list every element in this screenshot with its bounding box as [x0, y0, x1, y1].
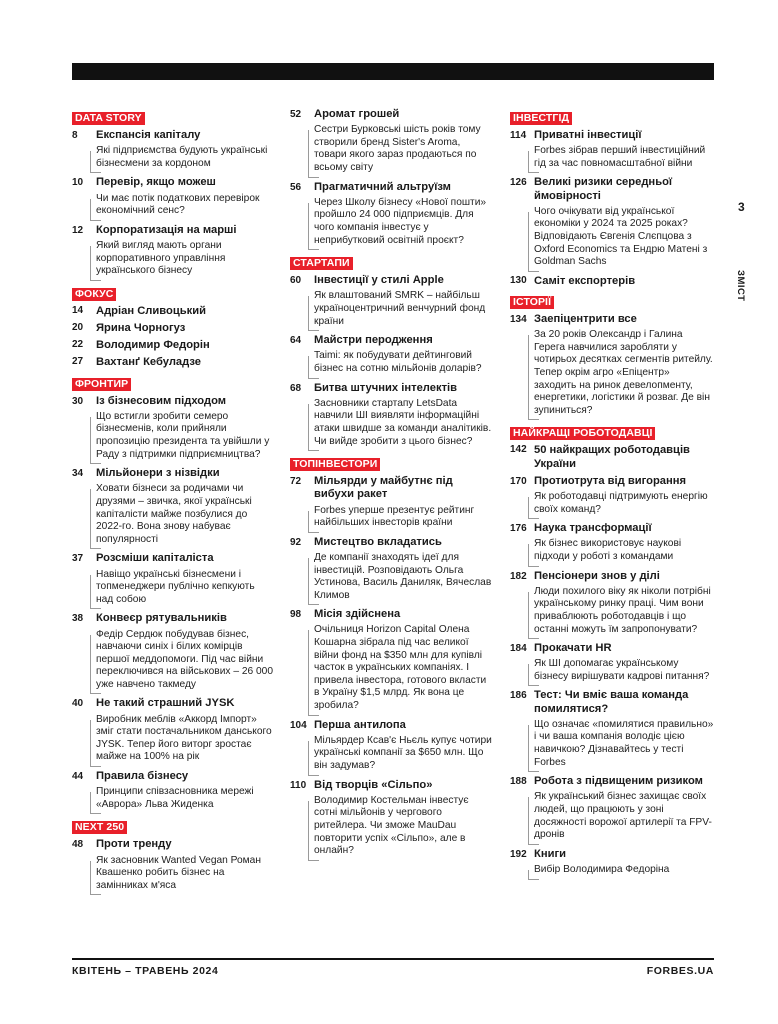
- entry-page: 10: [72, 177, 84, 189]
- entry-desc: Як засновник Wanted Vegan Роман Квашенко робить бізнес на замінниках м'яса: [96, 854, 261, 891]
- entry-desc: Ховати бізнеси за родичами чи друзями – звичка, якої українські капіталісти майже позбулися до 2022-го. Вона знову набуває популярності: [96, 483, 252, 545]
- section-wrap: [72, 817, 274, 838]
- entry-page: 68: [290, 382, 302, 394]
- entry-page: 142: [510, 444, 527, 456]
- entry-head: [290, 608, 494, 621]
- entry-title: Прагматичний альтруїзм: [314, 180, 451, 193]
- toc-entry[interactable]: [72, 129, 274, 170]
- section-wrap: [72, 374, 274, 395]
- entry-head: [290, 779, 494, 792]
- entry-desc-wrap: [314, 735, 494, 773]
- entry-desc-wrap: [534, 145, 714, 170]
- entry-title: Перша антилопа: [314, 718, 406, 731]
- entry-desc-wrap: [534, 791, 714, 841]
- entry-desc-wrap: [96, 483, 274, 546]
- toc-entry[interactable]: [72, 176, 274, 217]
- entry-head: [510, 522, 714, 535]
- entry-desc: Як роботодавці підтримують енергію своїх команд?: [534, 490, 708, 515]
- entry-head: [510, 475, 714, 488]
- entry-title: Від творців «Сільпо»: [314, 778, 433, 791]
- entry-desc: Forbes зібрав перший інвестиційний гід за час повномасштабної війни: [534, 145, 706, 169]
- entry-page: 188: [510, 776, 527, 788]
- entry-desc: Як ШІ допомагає українському бізнесу вирішувати кадрові питання?: [534, 658, 710, 682]
- entry-desc-wrap: [96, 411, 274, 461]
- entry-head: [510, 848, 714, 861]
- toc-entry[interactable]: [72, 305, 274, 318]
- entry-desc: Чи має потік податкових перевірок економічний сенс?: [96, 192, 260, 217]
- entry-desc: За 20 років Олександр і Галина Герега навчилися заробляти у чотирьох десятках сегментів ритейлу. Тепер окрім агро «Епіцентр» заходить на ринок девелопменту, енергетики, логістики й розваг. Де він зупиниться?: [534, 329, 713, 416]
- section-label: ФОКУС: [72, 288, 116, 301]
- entry-desc-wrap: [96, 786, 274, 811]
- entry-head: [510, 176, 714, 202]
- toc-entry[interactable]: [510, 848, 714, 877]
- entry-page: 182: [510, 570, 527, 582]
- entry-title: Протиотрута від вигорання: [534, 474, 687, 487]
- entry-head: [290, 536, 494, 549]
- entry-title: Перевір, якщо можеш: [96, 176, 216, 189]
- entry-desc: Виробник меблів «Аккорд Імпорт» зміг стати постачальником данського JYSK. Тепер його виторг зростає майже на 100% на рік: [96, 713, 272, 763]
- entry-desc: Мільярдер Ксав'є Ньєль купує чотири українські компанії за $650 млн. Що він задумав?: [314, 734, 492, 772]
- entry-desc: Очільниця Horizon Capital Олена Кошарна зібрала під час великої війни фонд на $350 млн для купівлі часток в українських компаніях. І привела інвестора, готового вкласти в Україну $1,5 млрд. Як вона це зробила?: [314, 624, 487, 712]
- section-wrap: [510, 423, 714, 444]
- entry-head: [72, 697, 274, 710]
- entry-page: 20: [72, 321, 84, 333]
- toc-entry[interactable]: [510, 129, 714, 170]
- entry-title: Мистецтво вкладатись: [314, 535, 442, 548]
- toc-entry[interactable]: [510, 475, 714, 516]
- entry-title: 50 найкращих роботодавців України: [534, 444, 690, 470]
- toc-entry[interactable]: [510, 570, 714, 637]
- entry-desc: Володимир Костельман інвестує сотні мільйонів у чергового ритейлера. Чи зможе MauDau повторити успіх «Сільпо», але в онлайн?: [314, 794, 469, 857]
- entry-page: 14: [72, 304, 84, 316]
- entry-page: 92: [290, 536, 302, 548]
- entry-title: Правила бізнесу: [96, 770, 189, 783]
- toc-entry[interactable]: [290, 334, 494, 375]
- entry-title: Місія здійснена: [314, 608, 401, 621]
- entry-desc-wrap: [96, 855, 274, 893]
- toc-entry[interactable]: [72, 838, 274, 892]
- entry-page: 40: [72, 698, 84, 710]
- entry-title: Ярина Чорногуз: [96, 321, 186, 334]
- entry-page: 184: [510, 643, 527, 655]
- entry-page: 64: [290, 335, 302, 347]
- entry-title: Експансія капіталу: [96, 129, 201, 141]
- entry-head: [290, 334, 494, 347]
- entry-page: 192: [510, 848, 527, 860]
- entry-desc-wrap: [96, 240, 274, 278]
- entry-page: 12: [72, 224, 84, 236]
- toc-entry[interactable]: [72, 697, 274, 764]
- entry-head: [510, 642, 714, 655]
- entry-head: [72, 467, 274, 480]
- toc-entry[interactable]: [290, 475, 494, 530]
- toc-entry[interactable]: [510, 642, 714, 683]
- toc-entry[interactable]: [72, 356, 274, 369]
- entry-title: Прокачати HR: [534, 642, 612, 655]
- toc-entry[interactable]: [510, 444, 714, 470]
- entry-desc: Засновники стартапу LetsData навчили ШІ виявляти інформаційні атаки швидше за команди аналітиків. Чи вийде зробити з цього бізнес?: [314, 397, 492, 447]
- entry-title: Мільйонери з нізвідки: [96, 467, 220, 480]
- entry-title: Книги: [534, 847, 567, 860]
- toc-entry[interactable]: [290, 719, 494, 773]
- entry-head: [72, 838, 274, 851]
- entry-page: 176: [510, 523, 527, 535]
- toc-entry[interactable]: [510, 689, 714, 769]
- entry-desc-wrap: [314, 505, 494, 530]
- toc-column-2: [290, 108, 494, 864]
- page-number: 3: [738, 200, 745, 214]
- toc-entry[interactable]: [510, 775, 714, 842]
- entry-desc-wrap: [96, 629, 274, 692]
- entry-title: Майстри перодження: [314, 334, 433, 347]
- entry-desc-wrap: [534, 586, 714, 636]
- section-wrap: [290, 454, 494, 475]
- entry-title: Проти тренду: [96, 838, 172, 851]
- toc-entry[interactable]: [510, 522, 714, 563]
- entry-desc: Який вигляд мають органи корпоративного управління українського бізнесу: [96, 239, 226, 277]
- entry-head: [72, 224, 274, 237]
- entry-page: 44: [72, 771, 84, 783]
- entry-desc: Через Школу бізнесу «Нової пошти» пройшло 24 000 підприємців. Для чого компанія інвестує у неприбутковий освітній проєкт?: [314, 196, 487, 246]
- entry-title: Корпоратизація на марші: [96, 223, 237, 236]
- entry-title: Із бізнесовим підходом: [96, 394, 227, 407]
- toc-entry[interactable]: [72, 339, 274, 352]
- entry-title: Битва штучних інтелектів: [314, 381, 458, 394]
- toc-entry[interactable]: [290, 274, 494, 328]
- entry-page: 72: [290, 476, 302, 488]
- entry-desc: Forbes уперше презентує рейтинг найбільших інвесторів країни: [314, 504, 475, 529]
- entry-desc-wrap: [314, 350, 494, 375]
- entry-desc-wrap: [314, 197, 494, 247]
- toc-entry[interactable]: [72, 552, 274, 606]
- entry-desc: Як український бізнес захищає своїх людей, що працюють у зоні досяжності ворожої артилерії та FPV-дронів: [534, 791, 712, 841]
- entry-head: [72, 612, 274, 625]
- entry-head: [290, 181, 494, 194]
- entry-page: 56: [290, 181, 302, 193]
- entry-page: 38: [72, 613, 84, 625]
- entry-desc: Принципи співзасновника мережі «Аврора» Льва Жиденка: [96, 786, 254, 810]
- entry-head: [510, 689, 714, 715]
- entry-page: 34: [72, 468, 84, 480]
- entry-head: [72, 176, 274, 189]
- issue-date: КВІТЕНЬ – ТРАВЕНЬ 2024: [72, 965, 219, 977]
- entry-page: 27: [72, 356, 84, 368]
- entry-title: Заепіцентрити все: [534, 312, 637, 325]
- entry-desc: Які підприємства будують українські бізнесмени за кордоном: [96, 145, 268, 169]
- contents-label: ЗМІСТ: [735, 270, 746, 302]
- entry-desc-wrap: [534, 864, 714, 877]
- entry-desc-wrap: [314, 795, 494, 858]
- entry-desc-wrap: [96, 145, 274, 170]
- entry-head: [290, 274, 494, 287]
- section-wrap: [510, 108, 714, 129]
- entry-desc: Що означає «помилятися правильно» і чи ваша компанія володіє цією навичкою? Дізнавайтесь у тесті Forbes: [534, 718, 714, 768]
- toc-entry[interactable]: [72, 395, 274, 462]
- toc-entry[interactable]: [510, 176, 714, 268]
- entry-page: 37: [72, 553, 84, 565]
- section-label: ТОПІНВЕСТОРИ: [290, 458, 380, 471]
- section-wrap: [290, 253, 494, 274]
- entry-head: [510, 775, 714, 788]
- toc-entry[interactable]: [72, 322, 274, 335]
- section-label: ІСТОРІЇ: [510, 296, 554, 309]
- entry-desc-wrap: [314, 398, 494, 448]
- section-wrap: [72, 284, 274, 305]
- entry-title: Володимир Федорін: [96, 339, 210, 352]
- entry-page: 170: [510, 475, 527, 487]
- entry-page: 30: [72, 395, 84, 407]
- section-label: СТАРТАПИ: [290, 257, 353, 270]
- toc-column-1: [72, 108, 274, 898]
- entry-desc: Як бізнес використовує наукові підходи у роботі з командами: [534, 538, 682, 562]
- top-bar: [72, 63, 714, 80]
- entry-page: 98: [290, 609, 302, 621]
- entry-head: [72, 770, 274, 783]
- entry-title: Не такий страшний JYSK: [96, 697, 235, 710]
- toc-entry[interactable]: [290, 779, 494, 858]
- entry-title: Аромат грошей: [314, 108, 400, 120]
- entry-page: 8: [72, 130, 78, 141]
- entry-title: Інвестиції у стилі Apple: [314, 274, 444, 287]
- entry-desc: Taimi: як побудувати дейтинговий бізнес на сотню мільйонів доларів?: [314, 350, 482, 374]
- section-label: NEXT 250: [72, 821, 127, 834]
- entry-page: 130: [510, 274, 527, 286]
- entry-head: [510, 570, 714, 583]
- entry-desc-wrap: [534, 329, 714, 417]
- entry-desc-wrap: [534, 491, 714, 516]
- entry-title: Пенсіонери знов у ділі: [534, 569, 660, 582]
- entry-title: Саміт експортерів: [534, 274, 636, 287]
- entry-title: Конвеєр рятувальників: [96, 612, 227, 625]
- entry-head: [72, 129, 274, 142]
- entry-desc-wrap: [534, 658, 714, 683]
- entry-page: 48: [72, 839, 84, 851]
- entry-title: Робота з підвищеним ризиком: [534, 775, 703, 788]
- section-label: НАЙКРАЩІ РОБОТОДАВЦІ: [510, 427, 655, 440]
- toc-entry[interactable]: [290, 181, 494, 248]
- entry-desc: Що встигли зробити семеро бізнесменів, коли прийняли пропозицію президента та увійшли у Раду з підтримки підприємництва?: [96, 410, 270, 460]
- site-url: FORBES.UA: [646, 965, 714, 977]
- entry-desc-wrap: [314, 290, 494, 328]
- entry-desc: Федір Сердюк побудував бізнес, навчаючи синіх і білих комірців першої меддопомоги. Під час війни переключився на військових – 26 000 уже навчено такмеду: [96, 628, 273, 690]
- entry-head: [290, 382, 494, 395]
- entry-desc: Сестри Бурковські шість років тому створили бренд Sister's Aroma, товари якого зараз продаються по всьому світу: [314, 124, 481, 173]
- entry-page: 104: [290, 719, 307, 731]
- entry-page: 110: [290, 779, 307, 791]
- toc-entry[interactable]: [290, 536, 494, 603]
- entry-desc-wrap: [314, 624, 494, 712]
- entry-desc: Як влаштований SMRK – найбільш україноцентричний венчурний фонд країни: [314, 290, 486, 327]
- section-label: ФРОНТИР: [72, 378, 131, 391]
- entry-page: 134: [510, 313, 527, 325]
- entry-desc-wrap: [534, 206, 714, 269]
- toc-entry[interactable]: [72, 467, 274, 546]
- entry-page: 114: [510, 130, 527, 141]
- entry-desc-wrap: [534, 538, 714, 563]
- toc-entry[interactable]: [72, 612, 274, 691]
- entry-title: Наука трансформації: [534, 522, 652, 535]
- section-wrap: [510, 292, 714, 313]
- toc-entry[interactable]: [510, 275, 714, 288]
- entry-desc-wrap: [96, 193, 274, 218]
- entry-head: [290, 719, 494, 732]
- toc-entry[interactable]: [290, 382, 494, 449]
- entry-page: 52: [290, 109, 302, 120]
- entry-desc: Вибір Володимира Федоріна: [534, 864, 670, 876]
- entry-desc: Де компанії знаходять ідеї для інвестицій. Розповідають Ольга Устинова, Василь Даниляк, Вячеслав Климов: [314, 551, 492, 601]
- entry-head: [290, 475, 494, 501]
- entry-desc-wrap: [96, 714, 274, 764]
- entry-desc-wrap: [534, 719, 714, 769]
- entry-desc-wrap: [314, 124, 494, 174]
- entry-page: 126: [510, 177, 527, 189]
- toc-entry[interactable]: [72, 224, 274, 278]
- section-label: DATA STORY: [72, 112, 145, 125]
- toc-entry[interactable]: [510, 313, 714, 417]
- entry-title: Великі ризики середньої ймовірності: [534, 176, 673, 202]
- entry-page: 60: [290, 275, 302, 287]
- entry-desc: Люди похилого віку як ніколи потрібні українському ринку праці. Чим вони приваблюють роботодавців і що останні можуть їм запропонувати?: [534, 585, 711, 635]
- entry-title: Мільярди у майбутнє під вибухи ракет: [314, 475, 453, 501]
- toc-column-3: [510, 108, 714, 883]
- entry-head: [290, 108, 494, 121]
- footer-rule: [72, 958, 714, 960]
- section-wrap: [72, 108, 274, 129]
- toc-entry[interactable]: [290, 108, 494, 175]
- entry-title: Приватні інвестиції: [534, 129, 642, 141]
- entry-title: Розсміши капіталіста: [96, 552, 214, 565]
- entry-title: Вахтанґ Кебуладзе: [96, 356, 202, 369]
- entry-desc: Навіщо українські бізнесмени і топменеджери публічно кепкують над собою: [96, 568, 255, 605]
- entry-head: [510, 129, 714, 142]
- entry-page: 22: [72, 339, 84, 351]
- entry-title: Адріан Сливоцький: [96, 304, 206, 317]
- entry-title: Тест: Чи вміє ваша команда помилятися?: [534, 689, 689, 715]
- section-label: ІНВЕСТГІД: [510, 112, 572, 125]
- entry-page: 186: [510, 690, 527, 702]
- entry-head: [72, 552, 274, 565]
- toc-entry[interactable]: [290, 608, 494, 712]
- entry-head: [72, 395, 274, 408]
- entry-head: [510, 313, 714, 326]
- toc-entry[interactable]: [72, 770, 274, 811]
- entry-desc: Чого очікувати від української економіки у 2024 та 2025 роках? Відповідають Євгенія Слєпцова з Oxford Economics та Ендрю Матені з Goldman Sachs: [534, 205, 708, 268]
- entry-desc-wrap: [314, 552, 494, 602]
- entry-desc-wrap: [96, 569, 274, 607]
